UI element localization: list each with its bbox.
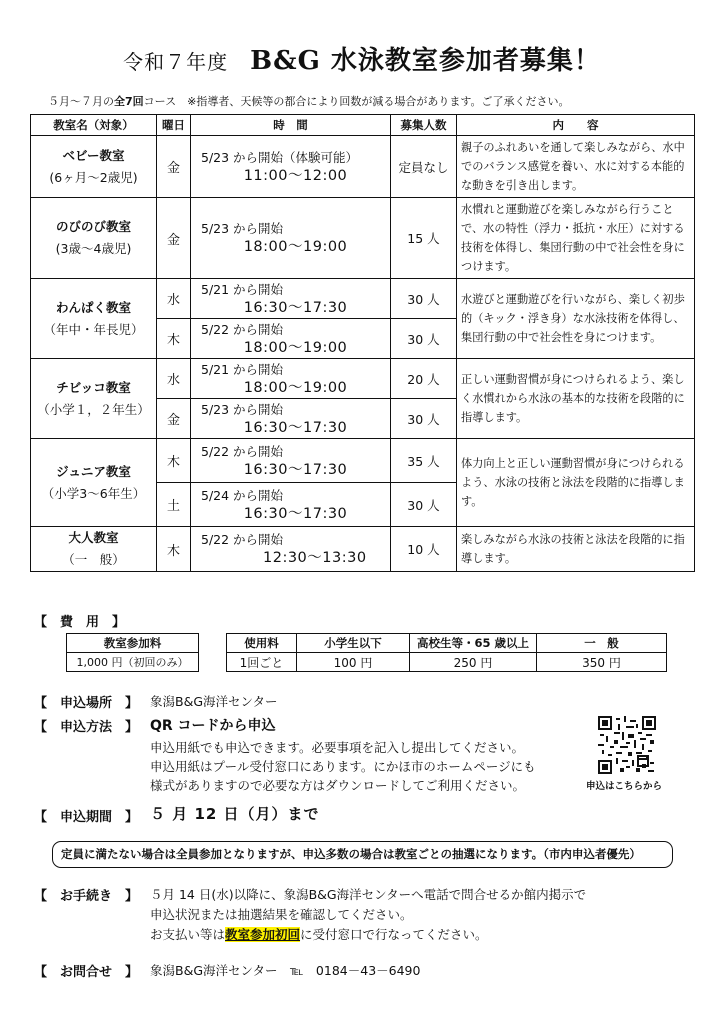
start-text: 5/22 から開始	[201, 321, 284, 337]
class-target: (3歳～4歳児)	[55, 241, 132, 256]
method-line: 申込用紙はプール受付窓口にあります。にかほ市のホームページにも	[150, 759, 536, 774]
time-cell	[191, 527, 391, 572]
col-header: 募集人数	[391, 115, 457, 136]
capacity-cell: 30 人	[391, 399, 457, 439]
hours-text: 18:00～19:00	[243, 339, 348, 356]
table-row	[31, 279, 695, 319]
start-text: 5/21 から開始	[201, 281, 284, 297]
procedure-text: お支払い等は	[150, 927, 226, 942]
period-value: ５ 月 12 日（月）まで	[150, 805, 320, 823]
col-header: 時 間	[191, 115, 391, 136]
time-cell	[191, 439, 391, 483]
start-text: 5/23 から開始	[201, 401, 284, 417]
desc-cell: 親子のふれあいを通して楽しみながら、水中でのバランス感覚を養い、水に対する本能的な動きを引き出します。	[457, 136, 695, 198]
usage-value: 1回ごと	[227, 653, 297, 672]
usage-header: 小学生以下	[297, 634, 410, 653]
hours-text: 18:00～19:00	[243, 379, 348, 396]
desc-cell: 水慣れと運動遊びを楽しみながら行うことで、水の特性（浮力・抵抗・水圧）に対する技術を体得し、集団行動の中で社会性を身につけます。	[457, 198, 695, 279]
desc-cell: 体力向上と正しい運動習慣が身につけられるよう、水泳の技術と泳法を段階的に指導します。	[457, 439, 695, 527]
participation-fee-header: 教室参加料	[67, 634, 199, 653]
col-header: 内 容	[457, 115, 695, 136]
start-text: 5/21 から開始	[201, 361, 284, 377]
title-main: B&G 水泳教室参加者募集！	[250, 46, 601, 76]
table-row	[31, 439, 695, 483]
table-row	[31, 527, 695, 572]
time-cell	[191, 319, 391, 359]
place-value: 象潟B&G海洋センター	[150, 694, 278, 709]
contact-label: 【 お問合せ 】	[34, 965, 139, 980]
hours-text: 18:00～19:00	[243, 239, 348, 255]
class-name-cell	[31, 359, 157, 439]
usage-fee-table	[226, 633, 667, 672]
class-name: わんぱく教室	[55, 299, 131, 315]
start-text: 5/23 から開始	[201, 221, 284, 236]
time-cell	[191, 399, 391, 439]
table-row	[31, 359, 695, 399]
day-cell: 水	[157, 359, 191, 399]
class-name-cell	[31, 279, 157, 359]
procedure-line-2: 申込状況または抽選結果を確認してください。	[150, 907, 413, 922]
procedure-label: 【 お手続き 】	[34, 889, 139, 904]
method-line: 申込用紙でも申込できます。必要事項を記入し提出してください。	[150, 740, 525, 755]
hours-text: 16:30～17:30	[243, 461, 348, 478]
capacity-cell: 30 人	[391, 319, 457, 359]
hours-text: 11:00～12:00	[243, 167, 348, 184]
capacity-cell: 20 人	[391, 359, 457, 399]
day-cell: 金	[157, 198, 191, 279]
capacity-cell: 10 人	[391, 527, 457, 572]
usage-value: 250 円	[410, 653, 537, 672]
usage-header: 高校生等・65 歳以上	[410, 634, 537, 653]
usage-header: 一 般	[537, 634, 667, 653]
time-cell	[191, 136, 391, 198]
hours-text: 12:30～13:30	[263, 550, 367, 566]
place-label: 【 申込場所 】	[34, 696, 139, 711]
usage-header: 使用料	[227, 634, 297, 653]
desc-cell: 水遊びと運動遊びを行いながら、楽しく初歩的（キック・浮き身）な水泳技術を体得し、集団行動の中で社会性を身につけます。	[457, 279, 695, 359]
class-target: （年中・年長児）	[43, 321, 144, 337]
table-row	[31, 136, 695, 198]
procedure-text-rest: に受付窓口で行なってください。	[300, 927, 488, 942]
table-header-row	[31, 115, 695, 136]
class-name-cell	[31, 136, 157, 198]
method-headline: QR コードから申込	[150, 718, 276, 734]
procedure-line-3	[150, 925, 488, 943]
class-name: ベビー教室	[62, 147, 125, 163]
start-text: 5/24 から開始	[201, 487, 284, 503]
time-cell	[191, 198, 391, 279]
day-cell: 木	[157, 527, 191, 572]
time-cell	[191, 279, 391, 319]
method-line: 様式がありますので必要な方はダウンロードしてご利用ください。	[150, 778, 526, 793]
hours-text: 16:30～17:30	[243, 299, 348, 316]
capacity-cell: 35 人	[391, 439, 457, 483]
class-target: (6ヶ月～2歳児)	[49, 169, 138, 185]
class-name: 大人教室	[68, 530, 119, 545]
procedure-line-1: ５月 14 日(水)以降に、象潟B&G海洋センターへ電話で問合せるか館内掲示で	[150, 887, 587, 902]
qr-caption: 申込はこちらから	[586, 781, 663, 792]
capacity-cell: 定員なし	[391, 136, 457, 198]
class-target: （小学１，２年生）	[37, 401, 150, 417]
contact-value: 象潟B&G海洋センター ℡ 0184－43－6490	[150, 963, 421, 978]
time-cell	[191, 483, 391, 527]
usage-value: 350 円	[537, 653, 667, 672]
capacity-cell: 30 人	[391, 483, 457, 527]
class-name-cell	[31, 439, 157, 527]
start-text: 5/22 から開始	[201, 443, 284, 459]
start-text: 5/22 から開始	[201, 532, 284, 547]
class-name: のびのび教室	[55, 219, 131, 234]
fees-label: 【 費 用 】	[34, 615, 126, 630]
class-name: チビッコ教室	[56, 379, 131, 395]
day-cell: 木	[157, 439, 191, 483]
fiscal-year: 令和７年度	[123, 50, 229, 74]
qr-code-icon[interactable]	[598, 716, 656, 774]
table-row	[31, 198, 695, 279]
participation-fee-table	[66, 633, 199, 672]
hours-text: 16:30～17:30	[243, 505, 348, 522]
col-header: 教室名（対象）	[31, 115, 157, 136]
day-cell: 水	[157, 279, 191, 319]
class-table	[30, 114, 695, 572]
class-name-cell	[31, 527, 157, 572]
highlighted-text: 教室参加初回	[225, 927, 301, 942]
hours-text: 16:30～17:30	[243, 419, 348, 436]
capacity-cell: 15 人	[391, 198, 457, 279]
class-target: （小学3～6年生）	[41, 485, 146, 501]
time-cell	[191, 359, 391, 399]
capacity-cell: 30 人	[391, 279, 457, 319]
class-target: （一 般）	[62, 552, 125, 567]
lottery-notice: 定員に満たない場合は全員参加となりますが、申込多数の場合は教室ごとの抽選になります。（市内申込者優先）	[52, 841, 673, 868]
class-name-cell	[31, 198, 157, 279]
note-text-rest: コース ※指導者、天候等の都合により回数が減る場合があります。ご了承ください。	[143, 95, 570, 108]
day-cell: 金	[157, 399, 191, 439]
day-cell: 金	[157, 136, 191, 198]
class-name: ジュニア教室	[56, 463, 131, 479]
course-note	[48, 93, 569, 109]
desc-cell: 正しい運動習慣が身につけられるよう、楽しく水慣れから水泳の基本的な技術を段階的に指導します。	[457, 359, 695, 439]
period-label: 【 申込期間 】	[34, 810, 139, 825]
note-bold: 全7回	[114, 95, 144, 108]
participation-fee-value: 1,000 円（初回のみ）	[67, 653, 199, 672]
day-cell: 土	[157, 483, 191, 527]
col-header: 曜日	[157, 115, 191, 136]
day-cell: 木	[157, 319, 191, 359]
start-text: 5/23 から開始（体験可能）	[201, 149, 359, 165]
page-title	[0, 40, 724, 77]
method-label: 【 申込方法 】	[34, 720, 139, 735]
usage-value: 100 円	[297, 653, 410, 672]
desc-cell: 楽しみながら水泳の技術と泳法を段階的に指導します。	[457, 527, 695, 572]
note-text: ５月～７月の	[48, 95, 114, 108]
